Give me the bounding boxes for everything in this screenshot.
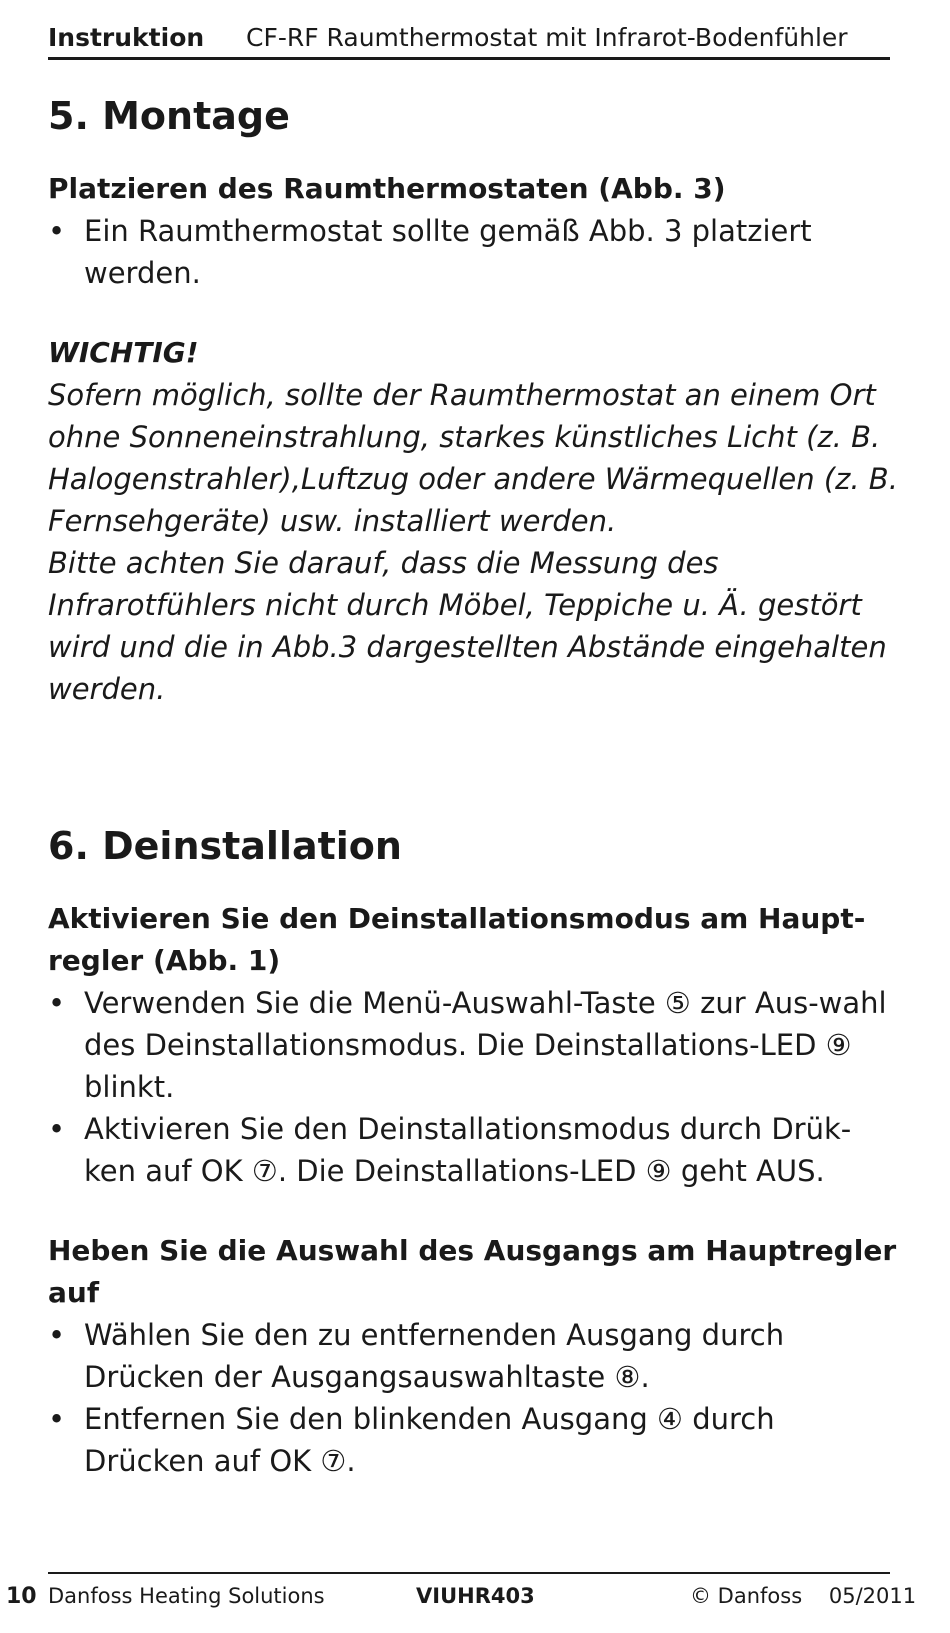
list-item: [48, 210, 898, 294]
section-5-bullet-list: [48, 210, 898, 294]
bullet-icon: •: [48, 1318, 66, 1352]
header-doc-type: Instruktion: [48, 23, 205, 52]
section-5-subheading: Platzieren des Raumthermostaten (Abb. 3): [48, 172, 726, 205]
page-number: 10: [6, 1584, 37, 1609]
page-footer: [0, 1572, 950, 1622]
footer-document-code: VIUHR403: [416, 1584, 535, 1608]
section-6-subheading-1: Aktivieren Sie den Deinstallationsmodus am Haupt-regler (Abb. 1): [48, 902, 866, 977]
section-6-subheading-2: Heben Sie die Auswahl des Ausgangs am Hauptregler auf: [48, 1234, 897, 1309]
footer-copyright: © Danfoss 05/2011: [690, 1584, 917, 1608]
page-content: [48, 88, 898, 1482]
footer-company: Danfoss Heating Solutions: [48, 1584, 325, 1608]
section-6-bullet-list-1: [48, 982, 898, 1192]
list-item-text: Entfernen Sie den blinkenden Ausgang ④ durch Drücken auf OK ⑦.: [84, 1402, 775, 1478]
footer-divider: [48, 1572, 890, 1574]
list-item-text: Ein Raumthermostat sollte gemäß Abb. 3 platziert werden.: [84, 214, 812, 290]
section-6-bullet-list-2: [48, 1314, 898, 1482]
page-header: [48, 18, 890, 60]
list-item: [48, 982, 898, 1108]
list-item: [48, 1314, 898, 1398]
list-item: [48, 1108, 898, 1192]
list-item-text: Aktivieren Sie den Deinstallationsmodus durch Drük-ken auf OK ⑦. Die Deinstallations-LED ⑨ geht AUS.: [84, 1112, 852, 1188]
bullet-icon: •: [48, 1402, 66, 1436]
bullet-icon: •: [48, 986, 66, 1020]
bullet-icon: •: [48, 1112, 66, 1146]
important-label: WICHTIG!: [48, 336, 199, 369]
header-title: CF-RF Raumthermostat mit Infrarot-Bodenfühler: [246, 23, 848, 52]
list-item-text: Wählen Sie den zu entfernenden Ausgang durch Drücken der Ausgangsauswahltaste ⑧.: [84, 1318, 785, 1394]
list-item-text: Verwenden Sie die Menü-Auswahl-Taste ⑤ zur Aus-wahl des Deinstallationsmodus. Die Deinstallations-LED ⑨ blinkt.: [84, 986, 887, 1104]
list-item: [48, 1398, 898, 1482]
section-6-heading: 6. Deinstallation: [48, 824, 402, 868]
important-paragraph: Bitte achten Sie darauf, dass die Messung des Infrarotfühlers nicht durch Möbel, Teppiche u. Ä. gestört wird und die in Abb.3 dargestellten Abstände eingehalten werden.: [48, 546, 887, 706]
important-paragraph: Sofern möglich, sollte der Raumthermostat an einem Ort ohne Sonneneinstrahlung, starkes künstliches Licht (z. B. Halogenstrahler),Luftzug oder andere Wärmequellen (z. B. Fernsehgeräte) usw. installiert werden.: [48, 378, 898, 538]
bullet-icon: •: [48, 214, 66, 248]
section-5-heading: 5. Montage: [48, 94, 290, 138]
